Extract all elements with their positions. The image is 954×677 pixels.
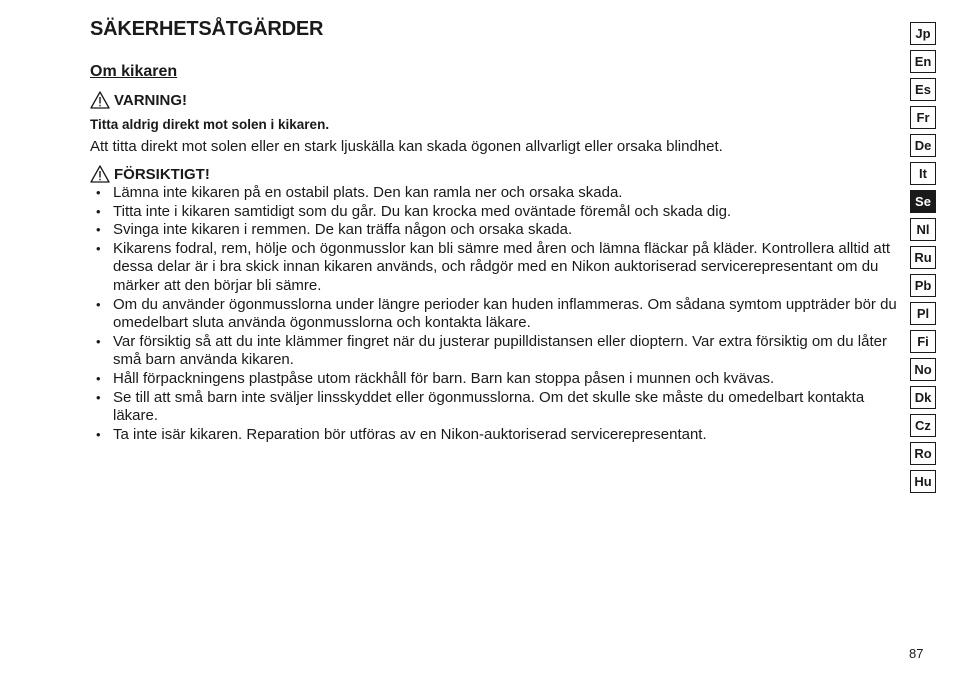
tab-pb[interactable]: Pb xyxy=(910,274,936,297)
caution-heading xyxy=(90,165,210,183)
tab-en[interactable]: En xyxy=(910,50,936,73)
list-item: • Se till att små barn inte sväljer linsskyddet eller ögonmusslorna. Om det skulle ske måste du omedelbart kontakta läkare. xyxy=(90,389,905,426)
tab-es[interactable]: Es xyxy=(910,78,936,101)
tab-ru[interactable]: Ru xyxy=(910,246,936,269)
list-item: • Ta inte isär kikaren. Reparation bör utföras av en Nikon-auktoriserad servicerepresentant. xyxy=(90,426,905,445)
tab-hu[interactable]: Hu xyxy=(910,470,936,493)
section-title: Om kikaren xyxy=(90,63,178,80)
list-item: • Kikarens fodral, rem, hölje och ögonmusslor kan bli sämre med åren och lämna fläckar på kläder. Kontrollera alltid att dessa delar är i bra skick innan kikaren används, och rådgör med en Nikon auktoriserad servicerepresentant om du märker att den börjar bli sämre. xyxy=(90,240,905,296)
warning-subheading: Titta aldrig direkt mot solen i kikaren. xyxy=(90,117,330,132)
warning-heading xyxy=(90,91,187,109)
warning-triangle-icon xyxy=(90,91,110,109)
list-item: • Svinga inte kikaren i remmen. De kan träffa någon och orsaka skada. xyxy=(90,221,905,240)
list-item: • Om du använder ögonmusslorna under längre perioder kan huden inflammeras. Om sådana symtom uppträder bör du omedelbart sluta använda ögonmusslorna och kontakta läkare. xyxy=(90,296,905,333)
tab-cz[interactable]: Cz xyxy=(910,414,936,437)
warning-triangle-icon xyxy=(90,165,110,183)
tab-jp[interactable]: Jp xyxy=(910,22,936,45)
tab-fi[interactable]: Fi xyxy=(910,330,936,353)
tab-se[interactable]: Se xyxy=(910,190,936,213)
tab-fr[interactable]: Fr xyxy=(910,106,936,129)
list-item: • Håll förpackningens plastpåse utom räckhåll för barn. Barn kan stoppa påsen i munnen och kvävas. xyxy=(90,370,905,389)
caution-list xyxy=(90,184,905,444)
language-tabs xyxy=(910,22,936,498)
caution-label: FÖRSIKTIGT! xyxy=(114,165,210,183)
warning-text: Att titta direkt mot solen eller en stark ljuskälla kan skada ögonen allvarligt eller orsaka blindhet. xyxy=(90,138,723,155)
tab-pl[interactable]: Pl xyxy=(910,302,936,325)
page-title: SÄKERHETSÅTGÄRDER xyxy=(90,18,324,40)
warning-label: VARNING! xyxy=(114,91,188,109)
list-item: • Lämna inte kikaren på en ostabil plats. Den kan ramla ner och orsaka skada. xyxy=(90,184,905,203)
tab-dk[interactable]: Dk xyxy=(910,386,936,409)
tab-it[interactable]: It xyxy=(910,162,936,185)
page-number: 87 xyxy=(909,646,924,661)
tab-ro[interactable]: Ro xyxy=(910,442,936,465)
list-item: • Titta inte i kikaren samtidigt som du går. Du kan krocka med oväntade föremål och skada dig. xyxy=(90,203,905,222)
list-item: • Var försiktig så att du inte klämmer fingret när du justerar pupilldistansen eller dioptern. Var extra försiktig om du låter små barn använda kikaren. xyxy=(90,333,905,370)
tab-de[interactable]: De xyxy=(910,134,936,157)
tab-no[interactable]: No xyxy=(910,358,936,381)
tab-nl[interactable]: Nl xyxy=(910,218,936,241)
